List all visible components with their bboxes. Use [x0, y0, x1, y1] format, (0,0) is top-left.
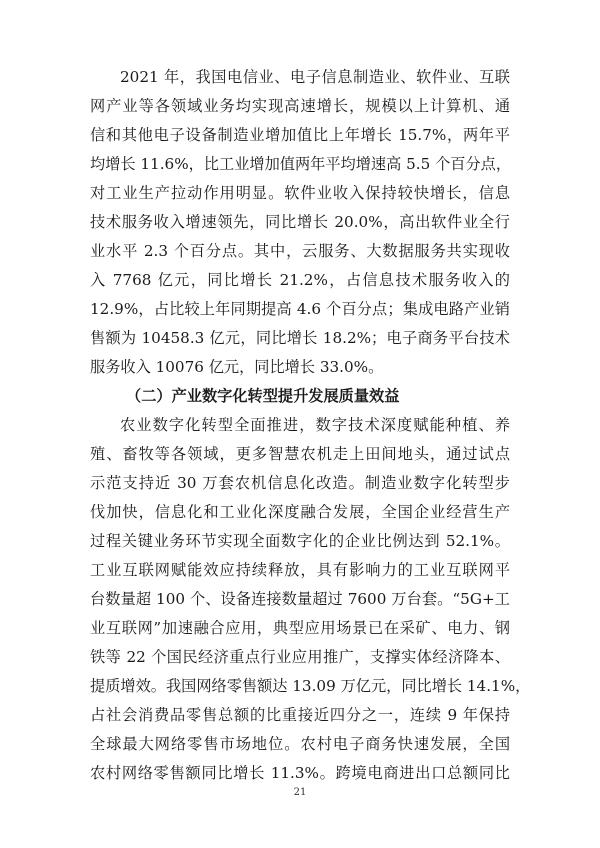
paragraph-2-line-11: 占社会消费品零售总额的比重接近四分之一，连续 9 年保持 [90, 706, 510, 724]
section-heading: （二）产业数字化转型提升发展质量效益 [126, 387, 400, 405]
paragraph-2-line-9: 铁等 22 个国民经济重点行业应用推广，支撑实体经济降本、 [90, 648, 510, 666]
paragraph-2-line-13: 农村网络零售额同比增长 11.3%。跨境电商进出口总额同比 [90, 764, 510, 782]
paragraph-1-line-2: 网产业等各领域业务均实现高速增长，规模以上计算机、通 [90, 97, 510, 115]
paragraph-2-line-5: 过程关键业务环节实现全面数字化的企业比例达到 52.1%。 [90, 532, 510, 550]
paragraph-2-line-6: 工业互联网赋能效应持续释放，具有影响力的工业互联网平 [90, 561, 510, 579]
paragraph-1-line-3: 信和其他电子设备制造业增加值比上年增长 15.7%，两年平 [90, 126, 510, 144]
paragraph-2-line-7: 台数量超 100 个、设备连接数量超过 7600 万台套。“5G+工 [90, 590, 510, 608]
body-text [90, 0, 531, 848]
paragraph-1-line-7: 业水平 2.3 个百分点。其中，云服务、大数据服务共实现收 [90, 242, 510, 260]
paragraph-2-line-10: 提质增效。我国网络零售额达 13.09 万亿元，同比增长 14.1%， [90, 677, 531, 695]
paragraph-1-line-1: 2021 年，我国电信业、电子信息制造业、软件业、互联 [120, 68, 510, 86]
paragraph-2-line-3: 示范支持近 30 万套农机信息化改造。制造业数字化转型步 [90, 474, 510, 492]
paragraph-1-line-5: 对工业生产拉动作用明显。软件业收入保持较快增长，信息 [90, 184, 510, 202]
paragraph-2-line-4: 伐加快，信息化和工业化深度融合发展，全国企业经营生产 [90, 503, 510, 521]
paragraph-1-line-6: 技术服务收入增速领先，同比增长 20.0%，高出软件业全行 [90, 213, 510, 231]
paragraph-1-line-10: 售额为 10458.3 亿元，同比增长 18.2%；电子商务平台技术 [90, 329, 510, 347]
paragraph-2-line-12: 全球最大网络零售市场地位。农村电子商务快速发展，全国 [90, 735, 510, 753]
paragraph-1-line-11: 服务收入 10076 亿元，同比增长 33.0%。 [90, 358, 384, 376]
paragraph-1-line-4: 均增长 11.6%，比工业增加值两年平均增速高 5.5 个百分点， [90, 155, 512, 173]
page-number: 21 [293, 787, 307, 798]
paragraph-2-line-1: 农业数字化转型全面推进，数字技术深度赋能种植、养 [120, 416, 510, 434]
paragraph-1-line-8: 入 7768 亿元，同比增长 21.2%，占信息技术服务收入的 [90, 271, 510, 289]
paragraph-2-line-2: 殖、畜牧等各领域，更多智慧农机走上田间地头，通过试点 [90, 445, 510, 463]
paragraph-2-line-8: 业互联网”加速融合应用，典型应用场景已在采矿、电力、钢 [90, 619, 510, 637]
paragraph-1-line-9: 12.9%，占比较上年同期提高 4.6 个百分点；集成电路产业销 [90, 300, 510, 318]
